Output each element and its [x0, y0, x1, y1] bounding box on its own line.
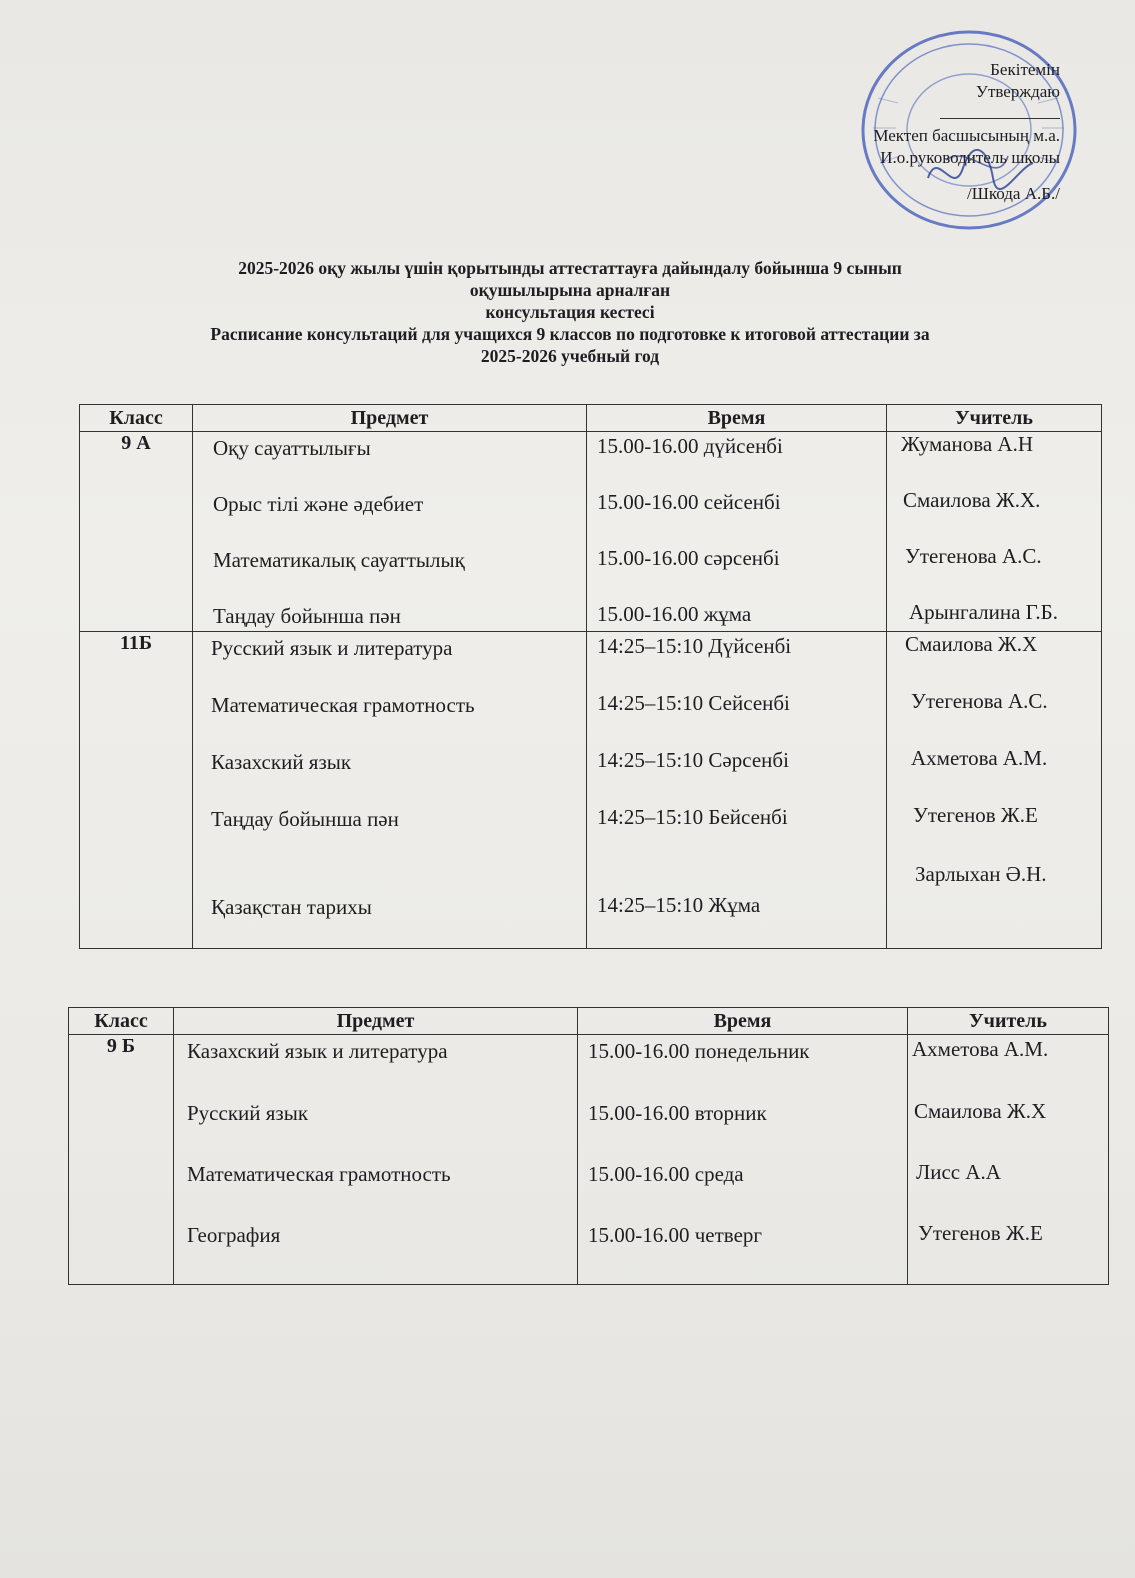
subject: Русский язык	[187, 1101, 309, 1125]
time: 15.00-16.00 сейсенбі	[597, 490, 781, 514]
subject-cell	[174, 1035, 578, 1285]
signature-line	[940, 104, 1060, 119]
time-cell	[578, 1035, 908, 1285]
subject-cell	[193, 432, 587, 632]
teacher: Утегенова А.С.	[905, 544, 1042, 568]
teacher: Ахметова А.М.	[912, 1037, 1049, 1061]
subject-cell	[193, 632, 587, 949]
subject: Орыс тілі және әдебиет	[213, 492, 424, 516]
time: 15.00-16.00 среда	[588, 1162, 744, 1186]
subject: Казахский язык и литература	[187, 1039, 448, 1063]
time: 15.00-16.00 дүйсенбі	[597, 434, 783, 458]
class-cell: 11Б	[80, 632, 193, 949]
subject: Математикалық сауаттылық	[213, 548, 465, 572]
teacher: Смаилова Ж.Х.	[903, 488, 1041, 512]
time: 15.00-16.00 жұма	[597, 602, 752, 626]
director-title-ru: И.о.руководитель школы	[880, 148, 1060, 167]
time: 14:25–15:10 Сәрсенбі	[597, 748, 789, 772]
time: 15.00-16.00 сәрсенбі	[597, 546, 780, 570]
header-class: Класс	[69, 1008, 174, 1035]
time: 14:25–15:10 Сейсенбі	[597, 691, 790, 715]
teacher: Смаилова Ж.Х	[914, 1099, 1047, 1123]
header-subject: Предмет	[174, 1008, 578, 1035]
teacher: Зарлыхан Ә.Н.	[915, 862, 1047, 886]
subject: Таңдау бойынша пән	[213, 604, 401, 628]
title-line-5: 2025-2026 учебный год	[480, 346, 660, 366]
time: 15.00-16.00 вторник	[588, 1101, 767, 1125]
title-line-2: оқушылырына арналған	[469, 280, 671, 300]
subject: Русский язык и литература	[211, 636, 453, 660]
teacher-cell	[908, 1035, 1109, 1285]
subject: География	[187, 1223, 281, 1247]
subject: Оқу сауаттылығы	[213, 436, 371, 460]
time: 14:25–15:10 Жұма	[597, 893, 761, 917]
title-line-3: консультация кестесі	[485, 302, 655, 322]
header-teacher: Учитель	[887, 405, 1102, 432]
approve-ru: Утверждаю	[975, 82, 1060, 101]
schedule-table-1	[79, 404, 1102, 949]
approval-block	[760, 58, 1060, 204]
document-title	[110, 257, 1030, 367]
table-row	[80, 632, 1102, 949]
header-subject: Предмет	[193, 405, 587, 432]
teacher: Жуманова А.Н	[901, 432, 1034, 456]
time-cell	[587, 432, 887, 632]
class-cell: 9 А	[80, 432, 193, 632]
subject: Таңдау бойынша пән	[211, 807, 399, 831]
time: 14:25–15:10 Дүйсенбі	[597, 634, 792, 658]
subject: Математическая грамотность	[187, 1162, 451, 1186]
header-time: Время	[587, 405, 887, 432]
time-cell	[587, 632, 887, 949]
teacher: Ахметова А.М.	[911, 746, 1048, 770]
approve-kz: Бекітемін	[990, 60, 1060, 79]
director-title-kz: Мектеп басшысының м.а.	[873, 126, 1060, 145]
title-line-4: Расписание консультаций для учащихся 9 классов по подготовке к итоговой аттестации за	[210, 324, 930, 344]
teacher: Утегенов Ж.Е	[913, 803, 1038, 827]
header-class: Класс	[80, 405, 193, 432]
director-name: /Шкода А.Б./	[967, 184, 1060, 203]
teacher: Арынгалина Г.Б.	[909, 600, 1058, 624]
teacher-cell	[887, 632, 1102, 949]
teacher: Лисс А.А	[916, 1160, 1001, 1184]
table-row	[69, 1035, 1109, 1285]
schedule-table-2	[68, 1007, 1109, 1285]
table-row	[80, 432, 1102, 632]
header-teacher: Учитель	[908, 1008, 1109, 1035]
teacher-cell	[887, 432, 1102, 632]
teacher: Смаилова Ж.Х	[905, 632, 1038, 656]
time: 15.00-16.00 четверг	[588, 1223, 763, 1247]
class-cell: 9 Б	[69, 1035, 174, 1285]
title-line-1: 2025-2026 оқу жылы үшін қорытынды аттестаттауға дайындалу бойынша 9 сынып	[238, 258, 902, 278]
teacher: Утегенов Ж.Е	[918, 1221, 1043, 1245]
subject: Қазақстан тарихы	[211, 895, 372, 919]
subject: Математическая грамотность	[211, 693, 475, 717]
time: 14:25–15:10 Бейсенбі	[597, 805, 788, 829]
teacher: Утегенова А.С.	[911, 689, 1048, 713]
header-time: Время	[578, 1008, 908, 1035]
subject: Казахский язык	[211, 750, 352, 774]
time: 15.00-16.00 понедельник	[588, 1039, 810, 1063]
